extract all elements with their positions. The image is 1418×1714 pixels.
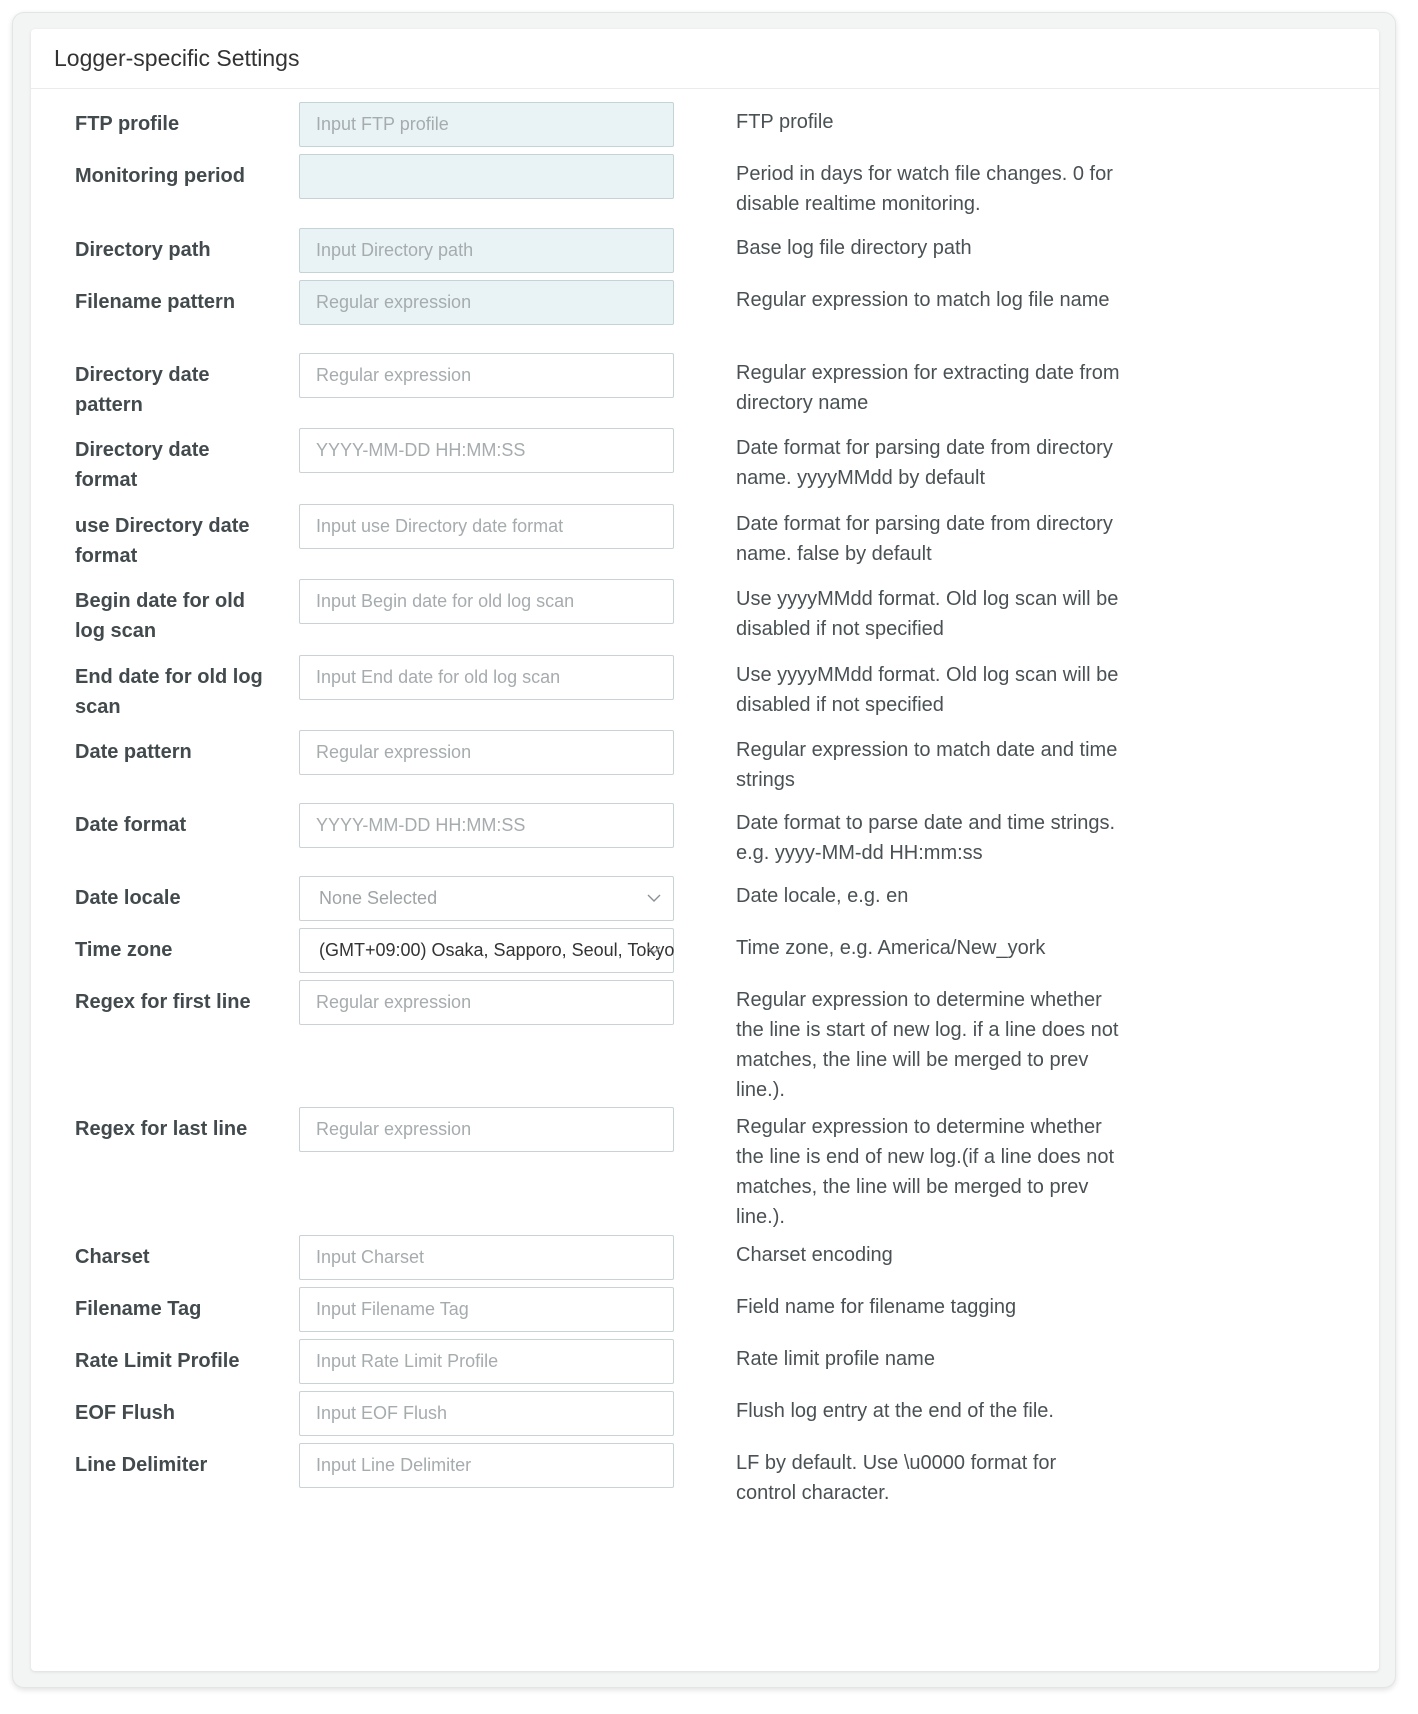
date-locale-select[interactable] bbox=[299, 876, 674, 921]
filename-tag-input[interactable] bbox=[299, 1287, 674, 1332]
date-locale-selected-value: None Selected bbox=[319, 888, 438, 908]
label-begin-date-for-old-log-scan: Begin date for old log scan bbox=[75, 590, 245, 642]
help-end-date-for-old-log-scan: Use yyyyMMdd format. Old log scan will be disabled if not specified bbox=[736, 664, 1119, 716]
directory-path-input[interactable] bbox=[299, 228, 674, 273]
use-directory-date-format-input[interactable] bbox=[299, 504, 674, 549]
label-date-pattern: Date pattern bbox=[75, 741, 192, 763]
time-zone-select[interactable] bbox=[299, 928, 674, 973]
label-regex-for-last-line: Regex for last line bbox=[75, 1118, 248, 1140]
settings-card bbox=[12, 12, 1396, 1688]
help-begin-date-for-old-log-scan: Use yyyyMMdd format. Old log scan will be disabled if not specified bbox=[736, 588, 1119, 640]
help-regex-for-first-line: Regular expression to determine whether the line is start of new log. if a line does not matches, the line will be merged to prev line.). bbox=[736, 989, 1119, 1101]
end-date-for-old-log-scan-input[interactable] bbox=[299, 655, 674, 700]
help-directory-path: Base log file directory path bbox=[736, 237, 972, 259]
label-directory-path: Directory path bbox=[75, 239, 211, 261]
help-eof-flush: Flush log entry at the end of the file. bbox=[736, 1400, 1054, 1422]
chevron-down-icon[interactable] bbox=[645, 889, 663, 907]
label-line-delimiter: Line Delimiter bbox=[75, 1454, 208, 1476]
help-ftp-profile: FTP profile bbox=[736, 111, 834, 133]
label-regex-for-first-line: Regex for first line bbox=[75, 991, 251, 1013]
label-filename-pattern: Filename pattern bbox=[75, 291, 236, 313]
help-rate-limit-profile: Rate limit profile name bbox=[736, 1348, 935, 1370]
help-filename-pattern: Regular expression to match log file name bbox=[736, 289, 1110, 311]
label-time-zone: Time zone bbox=[75, 939, 173, 961]
label-date-locale: Date locale bbox=[75, 887, 181, 909]
regex-for-last-line-input[interactable] bbox=[299, 1107, 674, 1152]
label-monitoring-period: Monitoring period bbox=[75, 165, 245, 187]
directory-date-format-input[interactable] bbox=[299, 428, 674, 473]
logger-settings-panel bbox=[31, 29, 1379, 1671]
label-directory-date-pattern: Directory date pattern bbox=[75, 364, 210, 416]
label-date-format: Date format bbox=[75, 814, 187, 836]
panel-title: Logger-specific Settings bbox=[54, 45, 300, 71]
monitoring-period-input[interactable] bbox=[299, 154, 674, 199]
label-filename-tag: Filename Tag bbox=[75, 1298, 202, 1320]
rate-limit-profile-input[interactable] bbox=[299, 1339, 674, 1384]
label-ftp-profile: FTP profile bbox=[75, 113, 180, 135]
date-pattern-input[interactable] bbox=[299, 730, 674, 775]
help-regex-for-last-line: Regular expression to determine whether the line is end of new log.(if a line does not matches, the line will be merged to prev line.). bbox=[736, 1116, 1115, 1228]
directory-date-pattern-input[interactable] bbox=[299, 353, 674, 398]
help-date-locale: Date locale, e.g. en bbox=[736, 885, 909, 907]
charset-input[interactable] bbox=[299, 1235, 674, 1280]
help-date-pattern: Regular expression to match date and time strings bbox=[736, 739, 1118, 791]
filename-pattern-input[interactable] bbox=[299, 280, 674, 325]
begin-date-for-old-log-scan-input[interactable] bbox=[299, 579, 674, 624]
regex-for-first-line-input[interactable] bbox=[299, 980, 674, 1025]
help-directory-date-pattern: Regular expression for extracting date from directory name bbox=[736, 362, 1120, 414]
label-rate-limit-profile: Rate Limit Profile bbox=[75, 1350, 240, 1372]
help-directory-date-format: Date format for parsing date from directory name. yyyyMMdd by default bbox=[736, 437, 1113, 489]
line-delimiter-input[interactable] bbox=[299, 1443, 674, 1488]
help-time-zone: Time zone, e.g. America/New_york bbox=[736, 937, 1046, 959]
eof-flush-input[interactable] bbox=[299, 1391, 674, 1436]
help-use-directory-date-format: Date format for parsing date from directory name. false by default bbox=[736, 513, 1113, 565]
chevron-down-icon[interactable] bbox=[645, 941, 663, 959]
label-charset: Charset bbox=[75, 1246, 150, 1268]
help-monitoring-period: Period in days for watch file changes. 0 for disable realtime monitoring. bbox=[736, 163, 1113, 215]
label-use-directory-date-format: use Directory date format bbox=[75, 515, 250, 567]
panel-header bbox=[31, 29, 1379, 89]
date-format-input[interactable] bbox=[299, 803, 674, 848]
time-zone-selected-value: (GMT+09:00) Osaka, Sapporo, Seoul, Tokyo bbox=[319, 940, 675, 960]
ftp-profile-input[interactable] bbox=[299, 102, 674, 147]
label-end-date-for-old-log-scan: End date for old log scan bbox=[75, 666, 263, 718]
label-eof-flush: EOF Flush bbox=[75, 1402, 175, 1424]
help-charset: Charset encoding bbox=[736, 1244, 893, 1266]
help-date-format: Date format to parse date and time strings. e.g. yyyy-MM-dd HH:mm:ss bbox=[736, 812, 1116, 864]
help-line-delimiter: LF by default. Use \u0000 format for control character. bbox=[736, 1452, 1057, 1504]
help-filename-tag: Field name for filename tagging bbox=[736, 1296, 1017, 1318]
label-directory-date-format: Directory date format bbox=[75, 439, 210, 491]
